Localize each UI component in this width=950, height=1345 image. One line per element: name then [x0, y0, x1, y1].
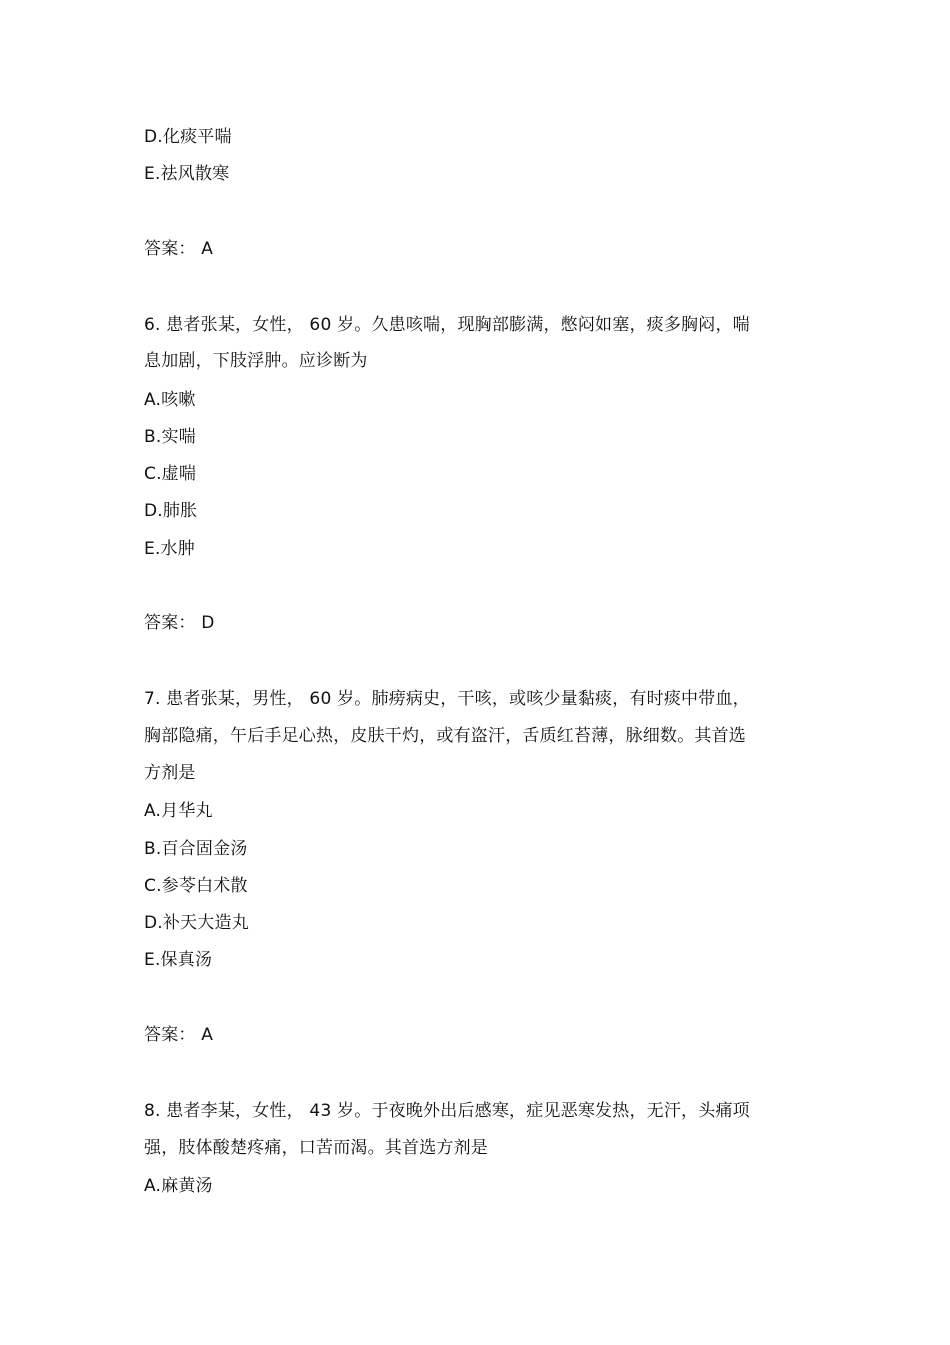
question-8-line-1: 8. 患者李某，女性， 43 岁。于夜晚外出后感寒，症见恶寒发热，无汗，头痛项	[144, 1101, 750, 1121]
option-e-q5: E.祛风散寒	[144, 164, 230, 184]
option-d-q6: D.肺胀	[144, 501, 198, 521]
answer-q5: 答案： A	[144, 239, 214, 259]
question-7-line-1: 7. 患者张某，男性， 60 岁。肺痨病史，干咳，或咳少量黏痰，有时痰中带血，	[144, 689, 750, 709]
option-d-q7: D.补天大造丸	[144, 913, 249, 933]
option-d-q5: D.化痰平喘	[144, 127, 232, 147]
question-6-line-2: 息加剧，下肢浮肿。应诊断为	[144, 351, 368, 371]
option-b-q7: B.百合固金汤	[144, 839, 248, 859]
answer-q7: 答案： A	[144, 1025, 214, 1045]
option-c-q7: C.参苓白术散	[144, 876, 248, 896]
option-a-q7: A.月华丸	[144, 801, 213, 821]
question-6-line-1: 6. 患者张某，女性， 60 岁。久患咳喘，现胸部膨满，憋闷如塞，痰多胸闷，喘	[144, 315, 750, 335]
option-a-q8: A.麻黄汤	[144, 1176, 213, 1196]
option-b-q6: B.实喘	[144, 427, 196, 447]
answer-q6: 答案： D	[144, 613, 215, 633]
option-c-q6: C.虚喘	[144, 464, 197, 484]
question-7-line-3: 方剂是	[144, 763, 196, 783]
question-8-line-2: 强，肢体酸楚疼痛，口苦而渴。其首选方剂是	[144, 1138, 488, 1158]
option-a-q6: A.咳嗽	[144, 390, 196, 410]
option-e-q6: E.水肿	[144, 539, 195, 559]
option-e-q7: E.保真汤	[144, 950, 213, 970]
question-7-line-2: 胸部隐痛，午后手足心热，皮肤干灼，或有盗汗，舌质红苔薄，脉细数。其首选	[144, 726, 746, 746]
